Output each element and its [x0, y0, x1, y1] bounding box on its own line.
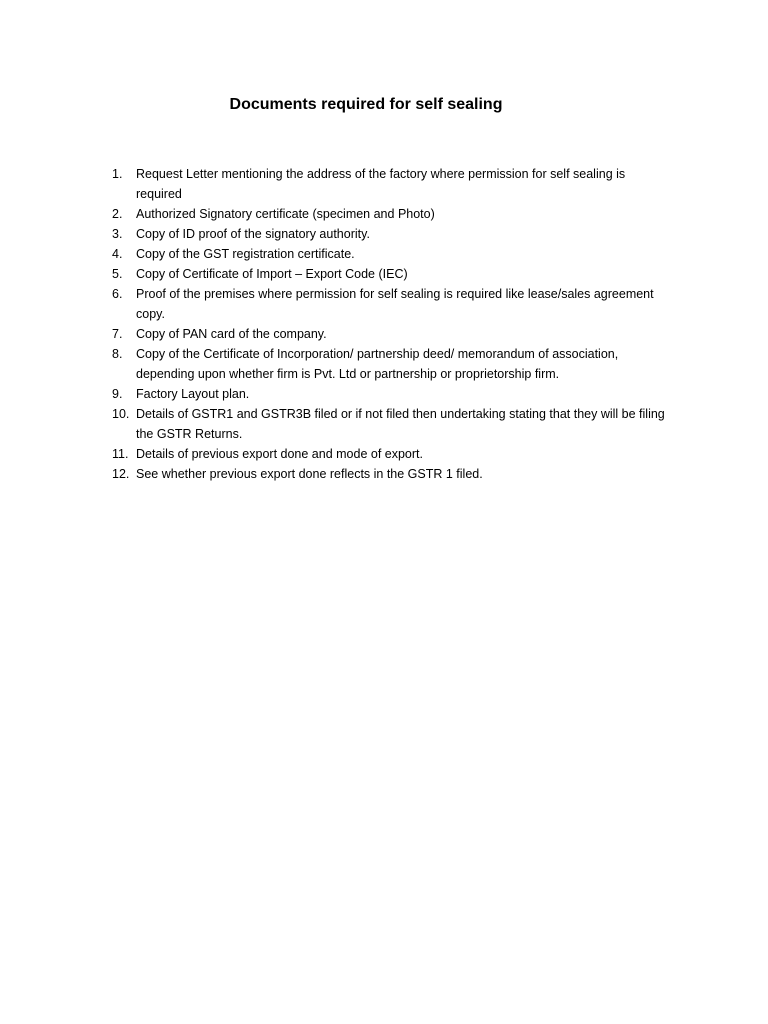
list-item — [112, 164, 672, 204]
list-item-text: Details of previous export done and mode of export. — [136, 447, 423, 461]
list-item-text: Proof of the premises where permission for self sealing is required like lease/sales agreement copy. — [136, 287, 654, 321]
list-item-number: 11. — [112, 447, 129, 461]
list-item-number: 5. — [112, 267, 123, 281]
list-item-number: 7. — [112, 327, 123, 341]
list-item-text: See whether previous export done reflects in the GSTR 1 filed. — [136, 467, 483, 481]
list-item-number: 6. — [112, 287, 123, 301]
list-item-text: Copy of the Certificate of Incorporation/ partnership deed/ memorandum of association, depending upon whether firm is Pvt. Ltd or partnership or proprietorship firm. — [136, 347, 619, 381]
list-item-text: Details of GSTR1 and GSTR3B filed or if not filed then undertaking stating that they will be filing the GSTR Returns. — [136, 407, 665, 441]
list-item-text: Factory Layout plan. — [136, 387, 250, 401]
document-title: Documents required for self sealing — [229, 96, 503, 113]
list-item — [112, 264, 672, 284]
list-item — [112, 244, 672, 264]
list-item — [112, 324, 672, 344]
list-item-number: 9. — [112, 387, 123, 401]
list-item — [112, 224, 672, 244]
list-item-number: 10. — [112, 407, 130, 421]
list-item-number: 3. — [112, 227, 123, 241]
list-item — [112, 284, 672, 324]
list-item — [112, 344, 672, 384]
list-item-text: Copy of PAN card of the company. — [136, 327, 327, 341]
requirements-list — [112, 164, 672, 484]
list-item — [112, 384, 672, 404]
list-item-text: Copy of the GST registration certificate. — [136, 247, 355, 261]
list-item-text: Copy of Certificate of Import – Export Code (IEC) — [136, 267, 408, 281]
list-item — [112, 464, 672, 484]
list-item-number: 4. — [112, 247, 123, 261]
list-item-number: 2. — [112, 207, 123, 221]
list-item-number: 8. — [112, 347, 123, 361]
list-item-text: Authorized Signatory certificate (specimen and Photo) — [136, 207, 435, 221]
list-item-text: Request Letter mentioning the address of the factory where permission for self sealing is required — [136, 167, 626, 201]
list-item — [112, 204, 672, 224]
list-item-text: Copy of ID proof of the signatory authority. — [136, 227, 370, 241]
list-item — [112, 404, 672, 444]
list-item-number: 1. — [112, 167, 123, 181]
list-item-number: 12. — [112, 467, 130, 481]
list-item — [112, 444, 672, 464]
